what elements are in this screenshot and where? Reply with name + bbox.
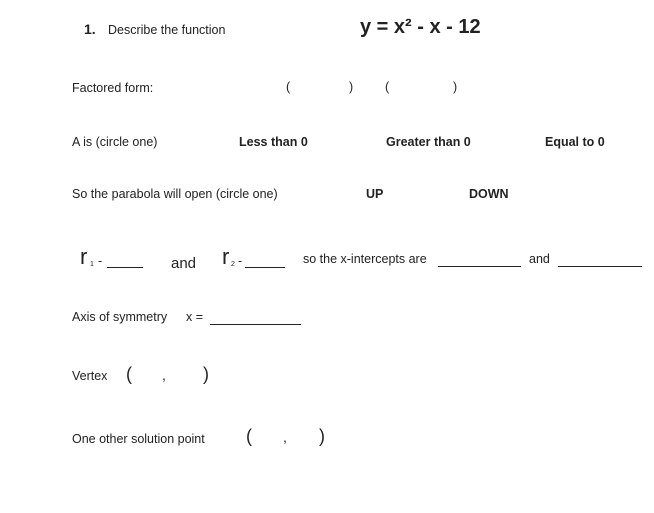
roots-and-text: and: [171, 255, 197, 272]
question-prompt: Describe the function: [108, 23, 226, 37]
other-point-comma: ,: [283, 429, 287, 445]
factor1-open-paren: (: [286, 80, 291, 94]
other-point-open-paren: (: [246, 426, 252, 446]
vertex-close-paren: ): [203, 364, 209, 384]
x-intercept1-blank[interactable]: [438, 254, 521, 267]
a-label: A is (circle one): [72, 135, 158, 149]
r2-answer-blank[interactable]: [245, 255, 285, 268]
x-intercepts-and: and: [529, 252, 550, 266]
r2-letter: r: [222, 244, 230, 269]
factored-form-label: Factored form:: [72, 81, 154, 95]
x-intercepts-text: so the x-intercepts are: [303, 252, 427, 266]
axis-of-symmetry-label: Axis of symmetry: [72, 310, 168, 324]
parabola-label: So the parabola will open (circle one): [72, 187, 278, 201]
x-intercept2-blank[interactable]: [558, 254, 642, 267]
r2-subscript: 2: [231, 261, 235, 268]
axis-answer-blank[interactable]: [210, 312, 301, 325]
factor1-close-paren: ): [349, 80, 354, 94]
factor2-close-paren: ): [453, 80, 458, 94]
other-point-close-paren: ): [319, 426, 325, 446]
r1-dash: -: [98, 254, 103, 268]
choice-equal-to-0[interactable]: Equal to 0: [545, 135, 605, 149]
vertex-open-paren: (: [126, 364, 132, 384]
choice-less-than-0[interactable]: Less than 0: [239, 135, 308, 149]
r2-dash: -: [238, 254, 243, 268]
question-number: 1.: [84, 21, 96, 37]
r1-subscript: 1: [90, 261, 94, 268]
vertex-label: Vertex: [72, 369, 108, 383]
function-equation: y = x² - x - 12: [360, 16, 481, 38]
choice-up[interactable]: UP: [366, 187, 384, 201]
choice-down[interactable]: DOWN: [469, 187, 509, 201]
r1-letter: r: [80, 244, 88, 269]
other-point-label: One other solution point: [72, 432, 205, 446]
factor2-open-paren: (: [385, 80, 390, 94]
axis-x-equals: x =: [186, 310, 204, 324]
choice-greater-than-0[interactable]: Greater than 0: [386, 135, 471, 149]
vertex-comma: ,: [162, 367, 166, 383]
r1-answer-blank[interactable]: [107, 255, 143, 268]
